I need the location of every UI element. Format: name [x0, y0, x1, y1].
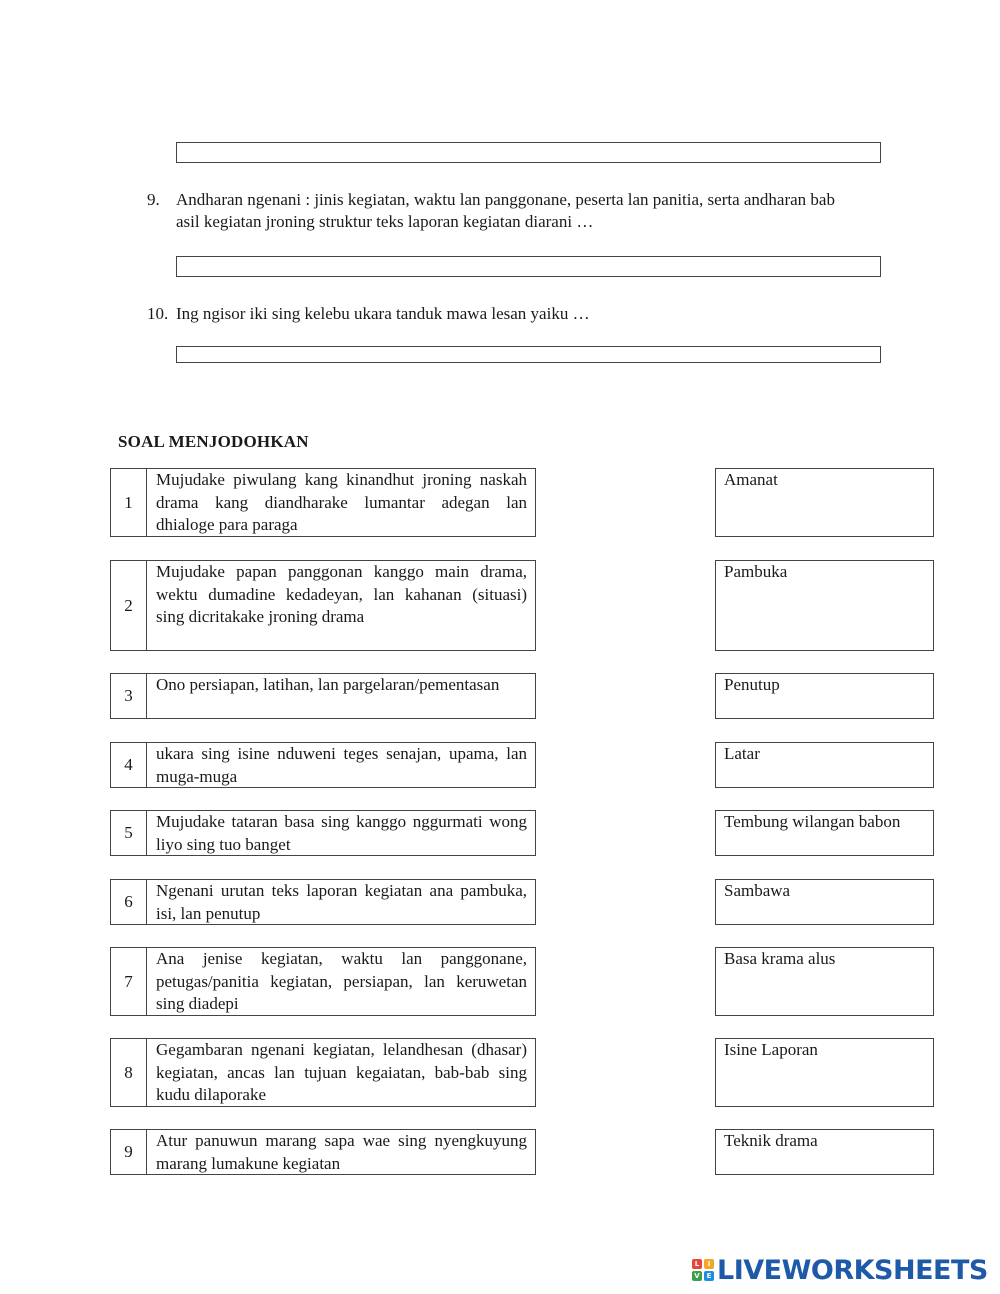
match-answer[interactable]: Latar	[715, 742, 934, 788]
section-title: SOAL MENJODOHKAN	[118, 432, 309, 451]
match-item[interactable]	[110, 947, 536, 1016]
match-answer[interactable]: Tembung wilangan babon	[715, 810, 934, 856]
question-text: Andharan ngenani : jinis kegiatan, waktu lan panggonane, peserta lan panitia, serta andharan bab asil kegiatan jroning struktur teks laporan kegiatan diarani …	[176, 190, 835, 231]
match-item-text: ukara sing isine nduweni teges senajan, upama, lan muga-muga	[156, 744, 527, 786]
answer-box-q8[interactable]	[176, 142, 881, 163]
question-text: Ing ngisor iki sing kelebu ukara tanduk mawa lesan yaiku …	[176, 304, 590, 323]
logo-tile-v: V	[692, 1271, 702, 1281]
match-item[interactable]	[110, 560, 536, 651]
match-item-text: Ngenani urutan teks laporan kegiatan ana pambuka, isi, lan penutup	[156, 881, 527, 923]
match-item[interactable]	[110, 673, 536, 719]
match-item[interactable]	[110, 742, 536, 788]
question-number: 10.	[147, 304, 169, 323]
match-item-text: Atur panuwun marang sapa wae sing nyengkuyung marang lumakune kegiatan	[156, 1131, 527, 1173]
match-item-number: 2	[111, 561, 147, 650]
match-item-text: Mujudake piwulang kang kinandhut jroning naskah drama kang diandharake lumantar adegan lan dhialoge para paraga	[156, 470, 527, 534]
match-item-text: Mujudake papan panggonan kanggo main drama, wektu dumadine kedadeyan, lan kahanan (situasi) sing dicritakake jroning drama	[156, 562, 527, 626]
answer-box-q10[interactable]	[176, 346, 881, 363]
match-item-text: Ono persiapan, latihan, lan pargelaran/pementasan	[156, 675, 500, 694]
match-answer[interactable]: Penutup	[715, 673, 934, 719]
match-item-text: Mujudake tataran basa sing kanggo nggurmati wong liyo sing tuo banget	[156, 812, 527, 854]
liveworksheets-logo	[692, 1256, 988, 1284]
match-answer[interactable]: Teknik drama	[715, 1129, 934, 1175]
match-answer[interactable]: Pambuka	[715, 560, 934, 651]
match-answer[interactable]: Basa krama alus	[715, 947, 934, 1016]
question-number: 9.	[147, 190, 160, 209]
answer-box-q9[interactable]	[176, 256, 881, 277]
match-item-text: Gegambaran ngenani kegiatan, lelandhesan (dhasar) kegiatan, ancas lan tujuan kegaiatan, bab-bab sing kudu dilaporake	[156, 1040, 527, 1104]
logo-tile-l: L	[692, 1259, 702, 1269]
match-item-number: 7	[111, 948, 147, 1015]
logo-tile-i: I	[704, 1259, 714, 1269]
match-answer[interactable]: Sambawa	[715, 879, 934, 925]
liveworksheets-logo-icon	[692, 1259, 714, 1281]
match-item[interactable]	[110, 879, 536, 925]
match-item-number: 5	[111, 811, 147, 855]
match-item-number: 4	[111, 743, 147, 787]
logo-text: LIVEWORKSHEETS	[717, 1254, 988, 1286]
logo-tile-e: E	[704, 1271, 714, 1281]
match-item-text: Ana jenise kegiatan, waktu lan panggonane, petugas/panitia kegiatan, persiapan, lan keruwetan sing diadepi	[156, 949, 527, 1013]
match-answer[interactable]: Amanat	[715, 468, 934, 537]
match-item[interactable]	[110, 810, 536, 856]
match-item[interactable]	[110, 1038, 536, 1107]
match-answer[interactable]: Isine Laporan	[715, 1038, 934, 1107]
match-item-number: 6	[111, 880, 147, 924]
match-item-number: 3	[111, 674, 147, 718]
match-item-number: 9	[111, 1130, 147, 1174]
match-item-number: 1	[111, 469, 147, 536]
match-item[interactable]	[110, 468, 536, 537]
match-item[interactable]	[110, 1129, 536, 1175]
match-item-number: 8	[111, 1039, 147, 1106]
